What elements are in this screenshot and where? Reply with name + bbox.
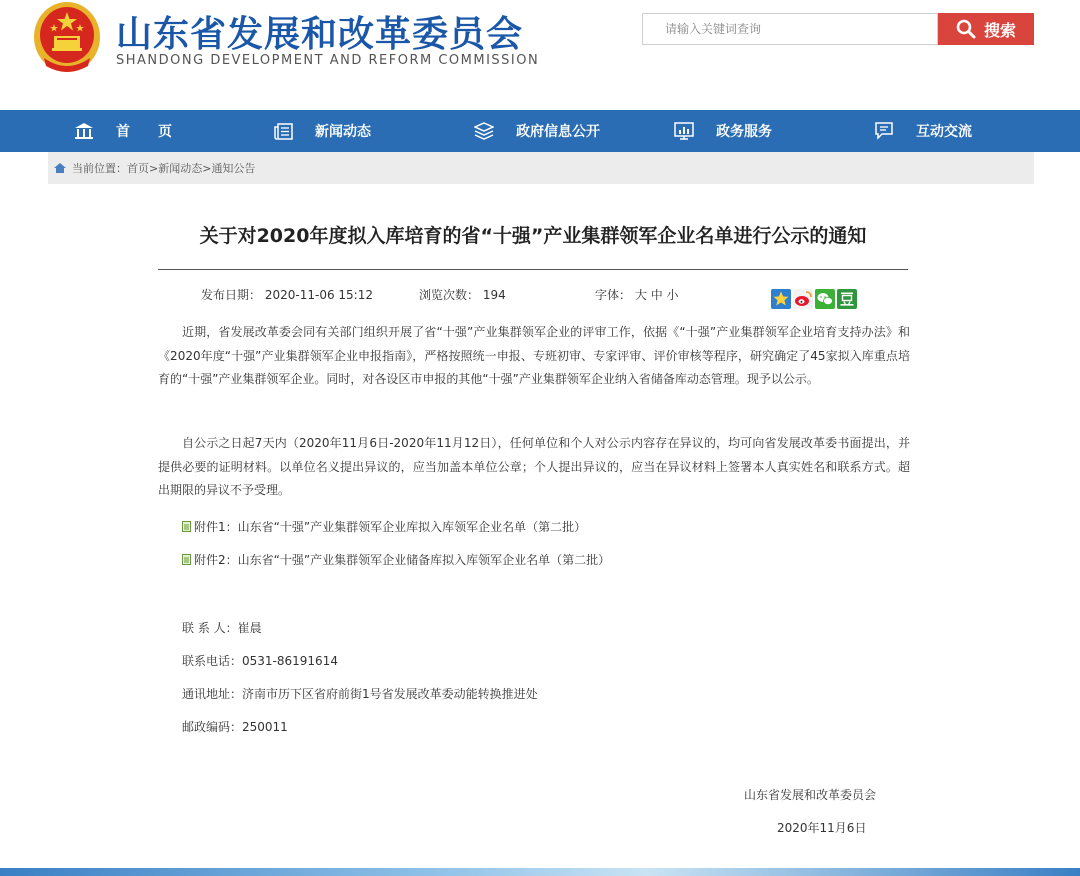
publish-date [201,286,373,303]
breadcrumb-item-news[interactable]: 新闻动态 [158,162,203,175]
search-button[interactable] [938,13,1034,45]
search-input[interactable] [642,13,938,45]
article-paragraph: 自公示之日起7天内（2020年11月6日-2020年11月12日），任何单位和个人对公示内容存在异议的，均可向省发展改革委书面提出，并提供必要的证明材料。以单位名义提出异议的，应当加盖本单位公章；个人提出异议的，应当在异议材料上签署本人真实姓名和联系方式。超出期限的异议不予受理。 [158,436,910,497]
nav-item-label: 首 页 [116,124,172,140]
article-paragraph: 近期，省发展改革委会同有关部门组织开展了省“十强”产业集群领军企业的评审工作，依据《“十强”产业集群领军企业培育支持办法》和《2020年度“十强”产业集群领军企业申报指南》，严格按照统一申报、专班初审、专家评审、评价审核等程序，研究确定了45家拟入库重点培育的“十强”产业集群领军企业。同时，对各设区市申报的其他“十强”产业集群领军企业纳入省储备库动态管理。现予以公示。 [158,325,910,386]
national-emblem-icon [32,0,102,74]
layers-icon [474,122,494,140]
search-icon [956,19,976,39]
breadcrumb-prefix: 当前位置： [72,162,127,175]
nav-item-news[interactable] [274,110,371,152]
contact-phone: 联系电话：0531-86191614 [182,654,338,668]
wechat-icon[interactable] [815,289,835,309]
publish-date-value: 2020-11-06 15:12 [264,288,373,302]
home-icon [74,122,94,140]
view-count-label: 浏览次数： [419,288,480,302]
attachment-label[interactable]: 附件1：山东省“十强”产业集群领军企业库拟入库领军企业名单（第二批） [194,520,587,534]
font-size-control [595,286,679,303]
news-icon [274,123,293,140]
document-icon [182,554,191,565]
share-bar [771,289,857,309]
footer-bar [0,868,1080,876]
nav-item-label: 互动交流 [916,124,972,140]
contact-address: 通讯地址：济南市历下区省府前街1号省发展改革委动能转换推进处 [182,687,538,701]
view-count [419,286,506,303]
sign-date: 2020年11月6日 [777,821,867,835]
home-icon [54,163,66,173]
chart-icon [674,122,694,140]
main-nav [0,110,1080,152]
view-count-value: 194 [482,288,506,302]
breadcrumb-separator: > [149,161,159,175]
search-button-label: 搜索 [983,20,1016,40]
douban-icon[interactable] [837,289,857,309]
nav-item-label: 新闻动态 [315,124,371,140]
nav-item-home[interactable] [74,110,172,152]
site-title: 山东省发展和改革委员会 [116,14,524,55]
contact-postcode: 邮政编码：250011 [182,720,288,734]
font-size-medium[interactable]: 中 [650,288,663,302]
favorite-icon[interactable] [771,289,791,309]
breadcrumb [48,152,1034,184]
attachment-link[interactable] [182,518,586,535]
nav-item-services[interactable] [674,110,772,152]
breadcrumb-item-notice[interactable]: 通知公告 [211,162,256,175]
nav-item-label: 政务服务 [716,124,772,140]
font-size-small[interactable]: 小 [666,288,679,302]
site-header [0,0,1080,110]
article-title: 关于对2020年度拟入库培育的省“十强”产业集群领军企业名单进行公示的通知 [199,225,867,247]
title-divider [158,269,908,270]
signature: 山东省发展和改革委员会 [744,788,877,802]
font-size-label: 字体： [595,288,632,302]
nav-item-label: 政府信息公开 [516,124,600,140]
contact-person: 联 系 人：崔晨 [182,621,262,635]
site-subtitle: SHANDONG DEVELOPMENT AND REFORM COMMISSION [116,53,540,68]
document-icon [182,521,191,532]
nav-item-gov-info[interactable] [474,110,600,152]
attachment-label[interactable]: 附件2：山东省“十强”产业集群领军企业储备库拟入库领军企业名单（第二批） [194,553,611,567]
attachment-link[interactable] [182,551,610,568]
publish-date-label: 发布日期： [201,288,262,302]
breadcrumb-item-home[interactable]: 首页 [127,162,149,175]
font-size-large[interactable]: 大 [634,288,647,302]
weibo-icon[interactable] [793,289,813,309]
breadcrumb-separator: > [202,161,212,175]
nav-item-interaction[interactable] [874,110,972,152]
chat-icon [874,122,894,140]
